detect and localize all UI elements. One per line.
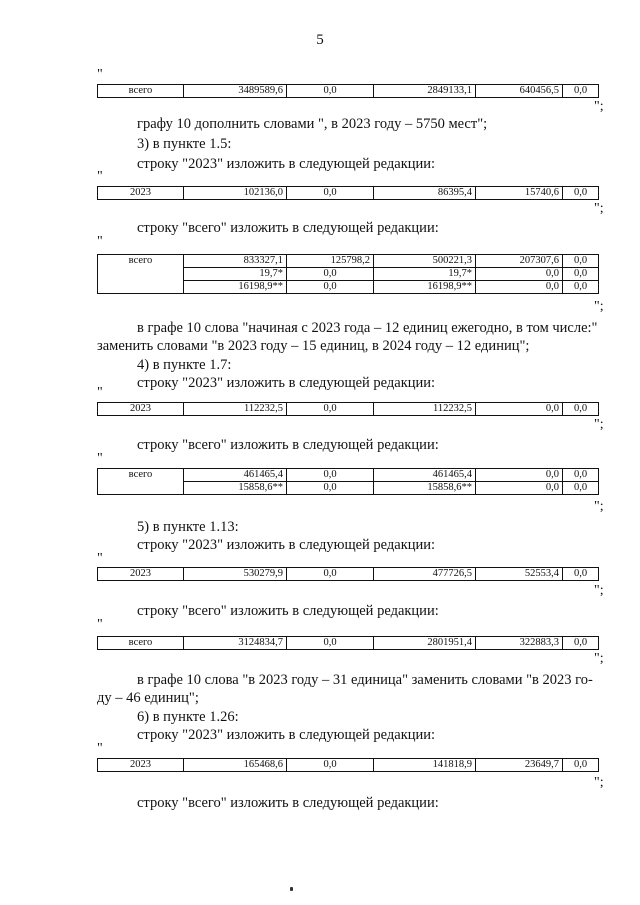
paragraph: строку "2023" изложить в следующей редакции: [137,156,436,172]
table-cell: 15858,6** [374,482,476,495]
paragraph: строку "2023" изложить в следующей редакции: [137,727,436,743]
table-cell: 165468,6 [184,759,287,772]
table-cell: 0,0 [563,255,599,268]
close-quote: "; [594,99,604,114]
table-cell: 0,0 [287,281,374,294]
table-row [98,85,599,98]
row-label: 2023 [98,759,184,772]
table-row [98,403,599,416]
open-quote: " [97,551,103,566]
table-cell: 0,0 [563,469,599,482]
row-label: 2023 [98,187,184,200]
list-item-heading: 3) в пункте 1.5: [137,136,232,152]
close-quote: "; [594,417,604,432]
table-cell: 52553,4 [476,568,563,581]
open-quote: " [97,67,103,82]
paragraph: строку "всего" изложить в следующей редакции: [137,220,439,236]
table-cell: 112232,5 [374,403,476,416]
open-quote: " [97,234,103,249]
total-row-table-2 [97,254,599,294]
table-cell: 477726,5 [374,568,476,581]
table-cell: 0,0 [287,268,374,281]
table-cell: 500221,3 [374,255,476,268]
paragraph: строку "2023" изложить в следующей редакции: [137,375,436,391]
paragraph: строку "всего" изложить в следующей редакции: [137,437,439,453]
year-row-table-1 [97,186,599,200]
paragraph: строку "2023" изложить в следующей редакции: [137,537,436,553]
table-cell: 0,0 [287,469,374,482]
table-cell: 19,7* [374,268,476,281]
row-label: 2023 [98,403,184,416]
table-row [98,637,599,650]
table-cell: 0,0 [563,187,599,200]
table-cell: 19,7* [184,268,287,281]
table-cell: 15858,6** [184,482,287,495]
table-cell: 2849133,1 [374,85,476,98]
table-cell: 0,0 [287,637,374,650]
table-row [98,255,599,268]
table-cell: 3124834,7 [184,637,287,650]
table-cell: 207307,6 [476,255,563,268]
open-quote: " [97,385,103,400]
list-item-heading: 5) в пункте 1.13: [137,519,239,535]
table-cell: 0,0 [476,281,563,294]
table-cell: 461465,4 [184,469,287,482]
table-cell: 0,0 [563,482,599,495]
paragraph: строку "всего" изложить в следующей редакции: [137,603,439,619]
table-cell: 112232,5 [184,403,287,416]
paragraph: в графе 10 слова "в 2023 году – 31 единица" заменить словами "в 2023 го- [137,672,593,688]
table-cell: 15740,6 [476,187,563,200]
close-quote: "; [594,201,604,216]
table-cell: 23649,7 [476,759,563,772]
table-cell: 0,0 [563,85,599,98]
close-quote: "; [594,651,604,666]
table-cell: 0,0 [563,403,599,416]
open-quote: " [97,617,103,632]
open-quote: " [97,741,103,756]
table-cell: 125798,2 [287,255,374,268]
table-cell: 0,0 [476,482,563,495]
table-cell: 141818,9 [374,759,476,772]
table-row [98,568,599,581]
table-cell: 0,0 [287,187,374,200]
table-row [98,187,599,200]
paragraph: ду – 46 единиц"; [97,690,199,706]
table-row [98,759,599,772]
table-cell: 530279,9 [184,568,287,581]
total-row-table-1 [97,84,599,98]
table-cell: 833327,1 [184,255,287,268]
year-row-table-2 [97,402,599,416]
open-quote: " [97,169,103,184]
table-cell: 86395,4 [374,187,476,200]
row-label: всего [98,255,184,294]
scan-speck [290,887,293,891]
table-cell: 16198,9** [374,281,476,294]
table-cell: 0,0 [563,637,599,650]
paragraph: в графе 10 слова "начиная с 2023 года – 12 единиц ежегодно, в том числе:" [137,320,598,336]
paragraph: строку "всего" изложить в следующей редакции: [137,795,439,811]
table-cell: 3489589,6 [184,85,287,98]
paragraph: графу 10 дополнить словами ", в 2023 году – 5750 мест"; [137,116,488,132]
table-cell: 0,0 [287,403,374,416]
table-cell: 0,0 [563,568,599,581]
table-cell: 0,0 [563,759,599,772]
table-cell: 0,0 [563,268,599,281]
table-row [98,469,599,482]
row-label: всего [98,637,184,650]
year-row-table-4 [97,758,599,772]
open-quote: " [97,451,103,466]
row-label: всего [98,85,184,98]
table-cell: 0,0 [476,469,563,482]
total-row-table-4 [97,636,599,650]
paragraph: заменить словами "в 2023 году – 15 единиц, в 2024 году – 12 единиц"; [97,338,530,354]
table-cell: 16198,9** [184,281,287,294]
table-cell: 102136,0 [184,187,287,200]
table-cell: 0,0 [476,268,563,281]
table-cell: 0,0 [287,85,374,98]
table-cell: 0,0 [563,281,599,294]
table-cell: 322883,3 [476,637,563,650]
table-cell: 0,0 [476,403,563,416]
table-cell: 461465,4 [374,469,476,482]
close-quote: "; [594,583,604,598]
list-item-heading: 4) в пункте 1.7: [137,357,232,373]
row-label: 2023 [98,568,184,581]
table-cell: 0,0 [287,568,374,581]
close-quote: "; [594,299,604,314]
list-item-heading: 6) в пункте 1.26: [137,709,239,725]
total-row-table-3 [97,468,599,495]
table-cell: 640456,5 [476,85,563,98]
table-cell: 0,0 [287,482,374,495]
table-cell: 2801951,4 [374,637,476,650]
close-quote: "; [594,775,604,790]
table-cell: 0,0 [287,759,374,772]
page-number: 5 [316,32,324,48]
year-row-table-3 [97,567,599,581]
row-label: всего [98,469,184,495]
close-quote: "; [594,499,604,514]
